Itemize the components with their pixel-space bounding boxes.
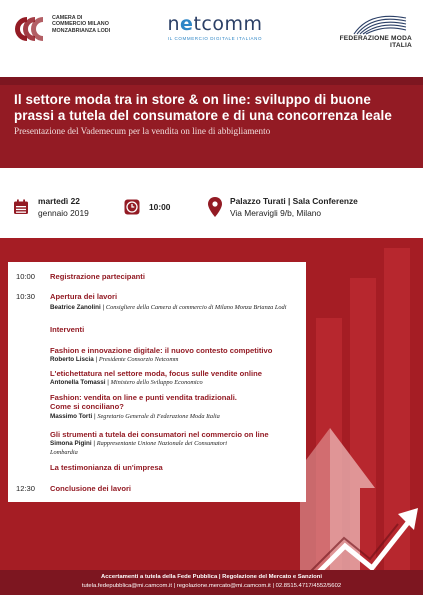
camera-di-commercio-logo-icon [13,14,43,44]
program-title: Apertura dei lavori [50,292,118,301]
program-time: 10:30 [16,292,36,301]
event-time: 10:00 [149,202,171,212]
program-title: Fashion: vendita on line e punti vendita tradizionali. [50,393,237,402]
speaker-name: Simona Pigini [50,440,92,447]
header-logos [0,0,423,60]
program-time: 10:00 [16,272,36,281]
event-date-day: martedì 22 [38,196,80,206]
netcomm-name-e: e [180,13,194,35]
speaker-role: Ministero dello Sviluppo Economico [110,379,203,386]
event-title [14,92,414,124]
netcomm-name [160,13,270,35]
calendar-icon [13,199,29,215]
location-pin-icon [208,197,222,217]
program-time: 12:30 [16,484,36,493]
program-title: Conclusione dei lavori [50,484,132,493]
netcomm-logo [160,13,270,41]
event-subtitle: Presentazione del Vademecum per la vendita on line di abbigliamento [14,126,271,136]
event-venue [230,195,358,219]
speaker-role: Consigliere della Camera di commercio di Milano Monza Brianza Lodi [105,304,287,311]
program-title: La testimonianza di un'impresa [50,463,163,472]
speaker-role: Segretario Generale di Federazione Moda Italia [97,413,220,420]
speaker-name: Roberto Liscia [50,356,94,363]
speaker-name: Beatrice Zanolini [50,304,101,311]
event-title-line-1: Il settore moda tra in store & on line: sviluppo di buone [14,92,371,107]
program-title: L'etichettatura nel settore moda, focus sulle vendite online [50,369,262,378]
event-date-month-year: gennaio 2019 [38,208,89,218]
footer [0,570,423,595]
netcomm-tagline: IL COMMERCIO DIGITALE ITALIANO [167,36,263,41]
program-title: Gli strumenti a tutela dei consumatori nel commercio on line [50,430,269,439]
event-title-line-2: prassi a tutela del consumatore e di una concorrenza leale [14,108,392,123]
netcomm-name-suffix: tcomm [193,13,263,35]
program-title: Registrazione partecipanti [50,272,145,281]
event-info-strip [0,168,423,238]
footer-contacts: tutela.fedepubblica@mi.camcom.it | regolazione.mercato@mi.camcom.it | 02.8515.4717/4552/5602 [81,582,342,589]
title-banner-top-band [0,77,423,85]
camera-di-commercio-name: CAMERA DI COMMERCIO MILANO MONZABRIANZA LODI [52,15,111,34]
speaker-role: Rappresentante Unione Nazionale dei Consumatori Lombardia [50,440,228,456]
program-title: Fashion e innovazione digitale: il nuovo contesto competitivo [50,346,273,355]
program-speaker: Beatrice Zanolini | Consigliere della Camera di commercio di Milano Monza Brianza Lodi [50,304,287,311]
netcomm-name-prefix: n [167,13,181,35]
program-title-continued: Come si conciliano? [50,402,124,411]
program-speaker: Massimo Torti | Segretario Generale di Federazione Moda Italia [50,413,220,420]
speaker-role: Presidente Consorzio Netcomm [98,356,179,363]
program-speaker: Roberto Liscia | Presidente Consorzio Netcomm [50,356,179,363]
event-date [38,195,89,219]
clock-icon [124,199,140,215]
footer-office: Accertamenti a tutela della Fede Pubblica | Regolazione del Mercato e Sanzioni [101,574,322,580]
event-venue-address: Via Meravigli 9/b, Milano [230,208,322,218]
speaker-name: Antonella Tomassi [50,379,106,386]
program-title: Interventi [50,325,85,334]
program-speaker: Simona Pigini | Rappresentante Unione Nazionale dei Consumatori Lombardia [50,440,228,456]
event-venue-name: Palazzo Turati | Sala Conferenze [230,196,358,206]
speaker-name: Massimo Torti [50,413,93,420]
federazione-moda-italia-name: FEDERAZIONE MODA ITALIA [339,35,412,49]
program-speaker: Antonella Tomassi | Ministero dello Sviluppo Economico [50,379,203,386]
program-card [8,262,306,502]
